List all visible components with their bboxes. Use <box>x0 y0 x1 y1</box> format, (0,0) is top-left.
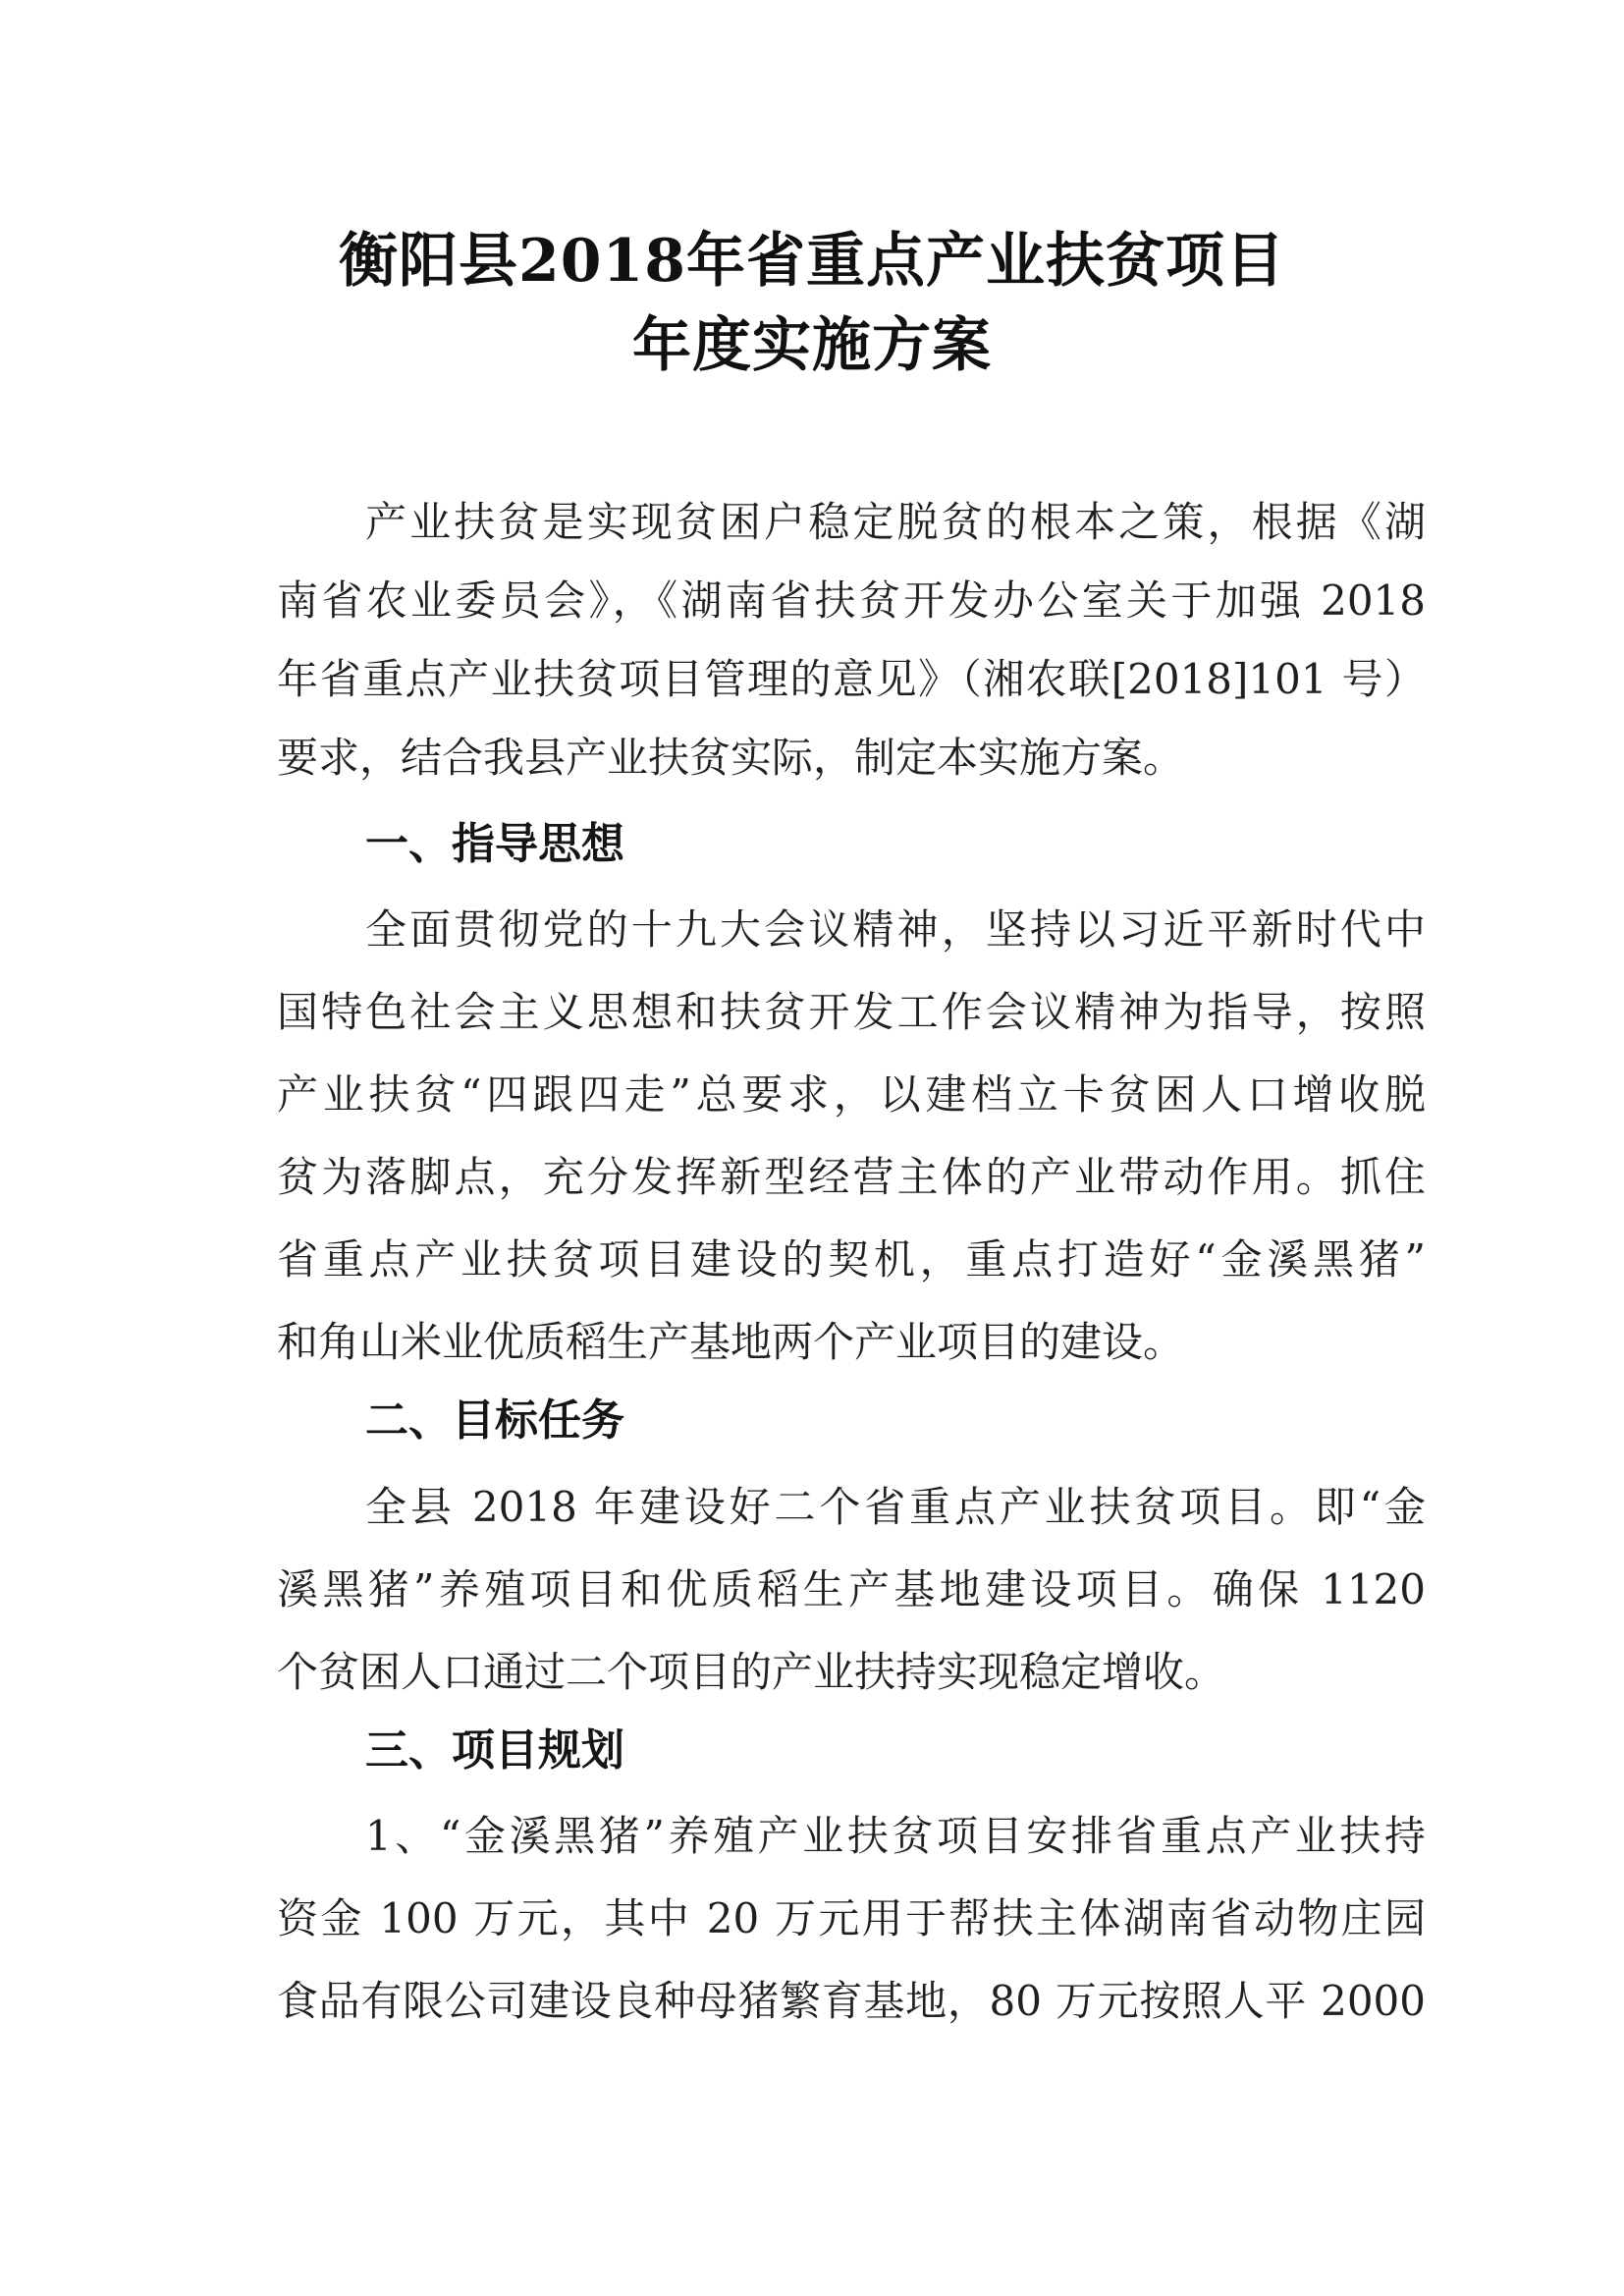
section2-line-3: 个贫困人口通过二个项目的产业扶持实现稳定增收。 <box>277 1648 1226 1696</box>
section1-line-5: 省重点产业扶贫项目建设的契机，重点打造好“金溪黑猪” <box>277 1235 1426 1284</box>
section3-line-1: 1、“金溪黑猪”养殖产业扶贫项目安排省重点产业扶持 <box>365 1812 1426 1860</box>
section2-line-1: 全县 2018 年建设好二个省重点产业扶贫项目。即“金 <box>365 1483 1426 1531</box>
intro-line-4: 要求，结合我县产业扶贫实际，制定本实施方案。 <box>277 734 1185 782</box>
section3-line-3: 食品有限公司建设良种母猪繁育基地，80 万元按照人平 2000 <box>277 1977 1426 2025</box>
section-heading-guiding-ideology: 一、指导思想 <box>365 819 624 869</box>
document-title-line-1: 衡阳县2018年省重点产业扶贫项目 <box>339 227 1285 296</box>
section1-line-6: 和角山米业优质稻生产基地两个产业项目的建设。 <box>277 1318 1185 1366</box>
section1-line-4: 贫为落脚点，充分发挥新型经营主体的产业带动作用。抓住 <box>277 1153 1426 1201</box>
section1-line-2: 国特色社会主义思想和扶贫开发工作会议精神为指导，按照 <box>277 988 1426 1036</box>
section2-line-2: 溪黑猪”养殖项目和优质稻生产基地建设项目。确保 1120 <box>277 1565 1426 1613</box>
section1-line-3: 产业扶贫“四跟四走”总要求，以建档立卡贫困人口增收脱 <box>277 1070 1426 1119</box>
intro-line-2: 南省农业委员会》，《湖南省扶贫开发办公室关于加强 2018 <box>277 576 1426 625</box>
section-heading-targets: 二、目标任务 <box>365 1395 624 1446</box>
section1-line-1: 全面贯彻党的十九大会议精神，坚持以习近平新时代中 <box>365 905 1426 954</box>
intro-line-3: 年省重点产业扶贫项目管理的意见》（湘农联[2018]101 号） <box>277 655 1426 703</box>
section3-line-2: 资金 100 万元，其中 20 万元用于帮扶主体湖南省动物庄园 <box>277 1894 1426 1942</box>
intro-line-1: 产业扶贫是实现贫困户稳定脱贫的根本之策，根据《湖 <box>365 498 1426 546</box>
section-heading-project-plan: 三、项目规划 <box>365 1725 624 1776</box>
document-title-line-2: 年度实施方案 <box>632 311 992 380</box>
